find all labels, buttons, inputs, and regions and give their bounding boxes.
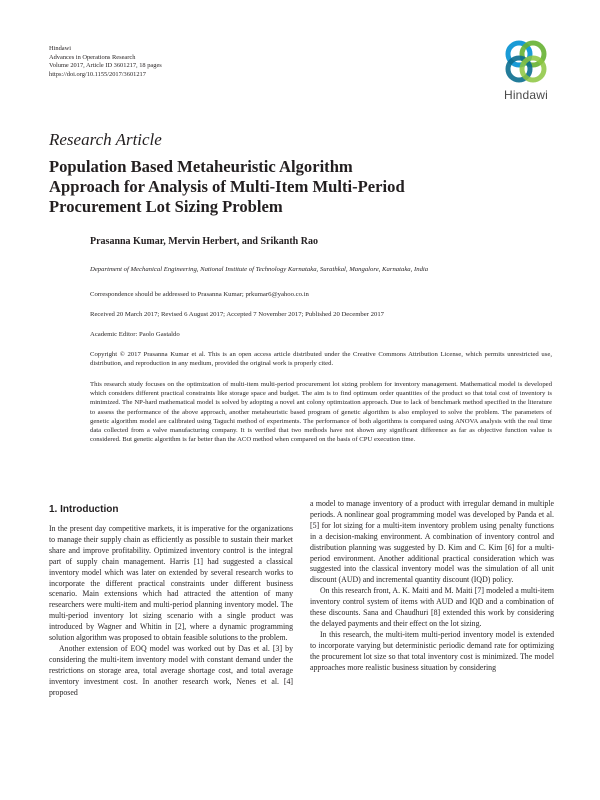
section-heading: 1. Introduction: [49, 504, 119, 515]
copyright-notice: Copyright © 2017 Prasanna Kumar et al. This is an open access article distributed under the Creative Commons Attribution License, which permits unrestricted use, distribution, and reproduction in any medium, provided the original work is properly cited.: [90, 351, 552, 368]
logo-wordmark: Hindawi: [503, 88, 549, 102]
article-type: Research Article: [49, 130, 162, 149]
body-paragraph: On this research front, A. K. Maiti and M. Maiti [7] modeled a multi-item inventory control system of items with AUD and IQD and a combination of these discounts. Sana and Chaudhuri [8] extended this work by considering the delayed payments and their effect on the lot sizing.: [310, 586, 554, 628]
title-line: Procurement Lot Sizing Problem: [49, 197, 283, 216]
academic-editor: Academic Editor: Paolo Gastaldo: [90, 331, 180, 338]
body-paragraph: In this research, the multi-item multi-period inventory model is extended to incorporate varying but deterministic periodic demand rate for optimizing the procurement lot size so that total inventory cost is minimized. The model approaches more realistic business situation by considering: [310, 629, 554, 672]
body-paragraph: In the present day competitive markets, it is imperative for the organizations to manage their supply chain as efficiently as possible to sustain their market share and improve profitability. Optimized inventory control is the integral part of supply chain management. Harris [1] had suggested a classical inventory model which was later on extended by several research works to incorporate the different practical constraints under different business scenario. Main extensions which had attracted the attention of many researchers were multi-item and multi-period planning inventory model. The multi-period inventory lot sizing scenario with a single product was introduced by Wagner and Whitin in [2], where a dynamic programming solution algorithm was proposed to obtain feasible solutions to the problem.: [49, 524, 293, 643]
title-line: Approach for Analysis of Multi-Item Multi-Period: [49, 177, 405, 196]
body-paragraph: Another extension of EOQ model was worked out by Das et al. [3] by considering the multi-item inventory model with constant demand under the restrictions on storage area, total average shortage cost, and total average inventory investment cost. In another research work, Nenes et al. [4] proposed: [49, 643, 293, 697]
body-column-left: [49, 524, 293, 699]
publisher-name: Hindawi: [49, 45, 72, 52]
title-line: Population Based Metaheuristic Algorithm: [49, 157, 353, 176]
journal-meta: [49, 45, 162, 79]
journal-name: Advances in Operations Research: [49, 53, 136, 61]
hindawi-rings-icon: [501, 38, 551, 86]
doi-link[interactable]: https://doi.org/10.1155/2017/3601217: [49, 70, 146, 78]
article-title: [49, 157, 509, 217]
publisher-logo: [496, 38, 556, 106]
affiliation: Department of Mechanical Engineering, National Institute of Technology Karnataka, Surathkal, Mangalore, Karnataka, India: [90, 266, 429, 273]
body-column-right: [310, 499, 554, 674]
correspondence: Correspondence should be addressed to Prasanna Kumar; prkumar6@yahoo.co.in: [90, 291, 309, 298]
publication-dates: Received 20 March 2017; Revised 6 August 2017; Accepted 7 November 2017; Published 20 December 2017: [90, 311, 385, 318]
abstract: This research study focuses on the optimization of multi-item multi-period procurement lot sizing problem for inventory management. Mathematical model is developed which considers different practical constraints like storage space and budget. The aim is to find optimum order quantities of the product so that total cost of inventory is minimized. The NP-hard mathematical model is solved by adopting a novel ant colony optimization approach. Due to lack of benchmark method specified in the literature to assess the performance of the above approach, another metaheuristic based program of genetic algorithm is also employed to solve the problem. The parameters of genetic algorithm model are calibrated using Taguchi method of experiments. The performance of both algorithms is compared using ANOVA analysis with the real time data collected from a valve manufacturing company. It is verified that two methods have not shown any significant difference as far as objective function value is considered. But genetic algorithm is far better than the ACO method when compared on the basis of CPU execution time.: [90, 381, 552, 444]
volume-info: Volume 2017, Article ID 3601217, 18 pages: [49, 62, 162, 70]
author-list: Prasanna Kumar, Mervin Herbert, and Srikanth Rao: [90, 236, 318, 247]
body-paragraph: a model to manage inventory of a product with irregular demand in multiple periods. A nonlinear goal programming model was developed by Panda et al. [5] for lot sizing for a multi-item inventory problem using penalty functions in a decision-making environment. A combination of inventory control and distribution planning was suggested by D. Kim and C. Kim [6] for a multi-period environment. Another additional practical consideration which was suggested into the classical inventory model was the simulation of all unit discount (AUD) and incremental quantity discount (IQD) policy.: [310, 499, 554, 585]
